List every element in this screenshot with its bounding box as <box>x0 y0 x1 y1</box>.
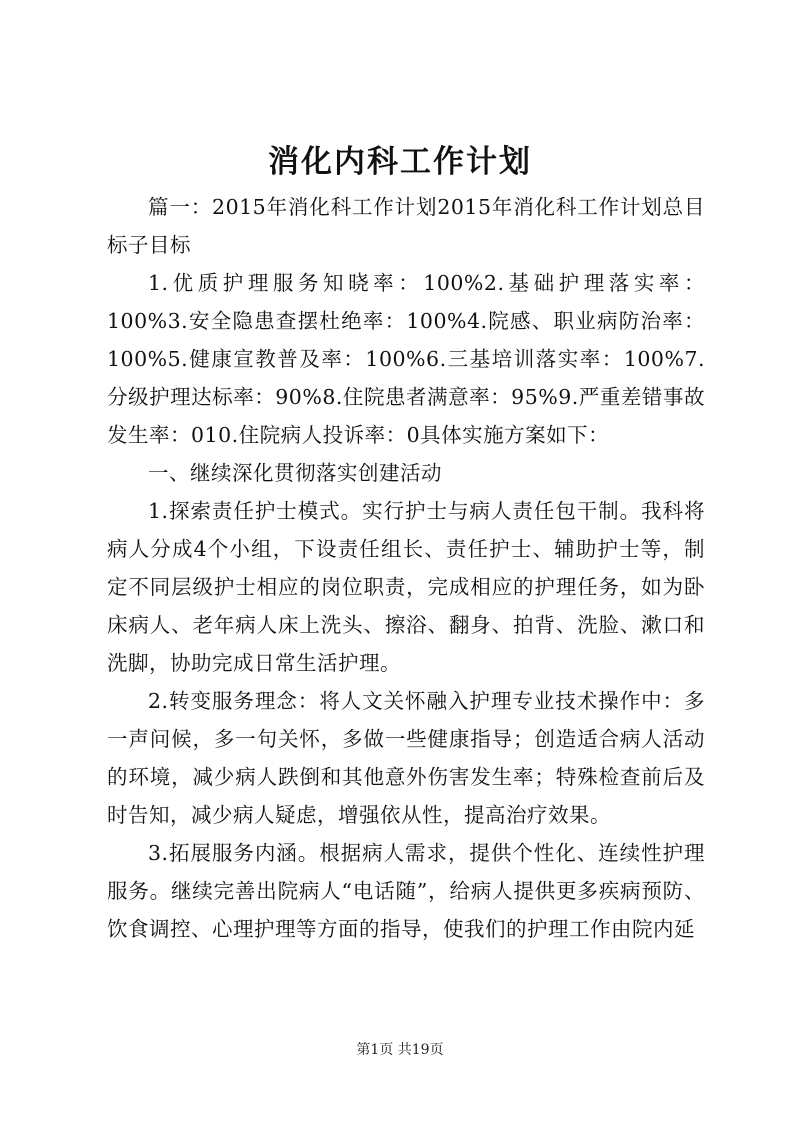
paragraph: 1.优质护理服务知晓率：100%2.基础护理落实率：100%3.安全隐患查摆杜绝率：100%4.院感、职业病防治率：100%5.健康宣教普及率：100%6.三基培训落实率：100%7.分级护理达标率：90%8.住院患者满意率：95%9.严重差错事故发生率：010.住院病人投诉率：0具体实施方案如下： <box>107 271 705 447</box>
paragraph: 1.探索责任护士模式。实行护士与病人责任包干制。我科将病人分成4个小组，下设责任组长、责任护士、辅助护士等，制定不同层级护士相应的岗位职责，完成相应的护理任务，如为卧床病人、老年病人床上洗头、擦浴、翻身、拍背、洗脸、漱口和洗脚，协助完成日常生活护理。 <box>107 499 705 675</box>
document-title: 消化内科工作计划 <box>268 144 532 180</box>
document-body <box>107 188 705 948</box>
paragraph: 2.转变服务理念：将人文关怀融入护理专业技术操作中：多一声问候，多一句关怀，多做一些健康指导；创造适合病人活动的环境，减少病人跌倒和其他意外伤害发生率；特殊检查前后及时告知，减少病人疑虑，增强依从性，提高治疗效果。 <box>107 689 705 827</box>
paragraph: 篇一：2015年消化科工作计划2015年消化科工作计划总目标子目标 <box>107 195 705 257</box>
page-number-footer: 第1页 共19页 <box>356 1042 444 1058</box>
section-heading: 一、继续深化贯彻落实创建活动 <box>148 461 442 485</box>
paragraph: 3.拓展服务内涵。根据病人需求，提供个性化、连续性护理服务。继续完善出院病人“电话随”，给病人提供更多疾病预防、饮食调控、心理护理等方面的指导，使我们的护理工作由院内延 <box>107 841 705 941</box>
